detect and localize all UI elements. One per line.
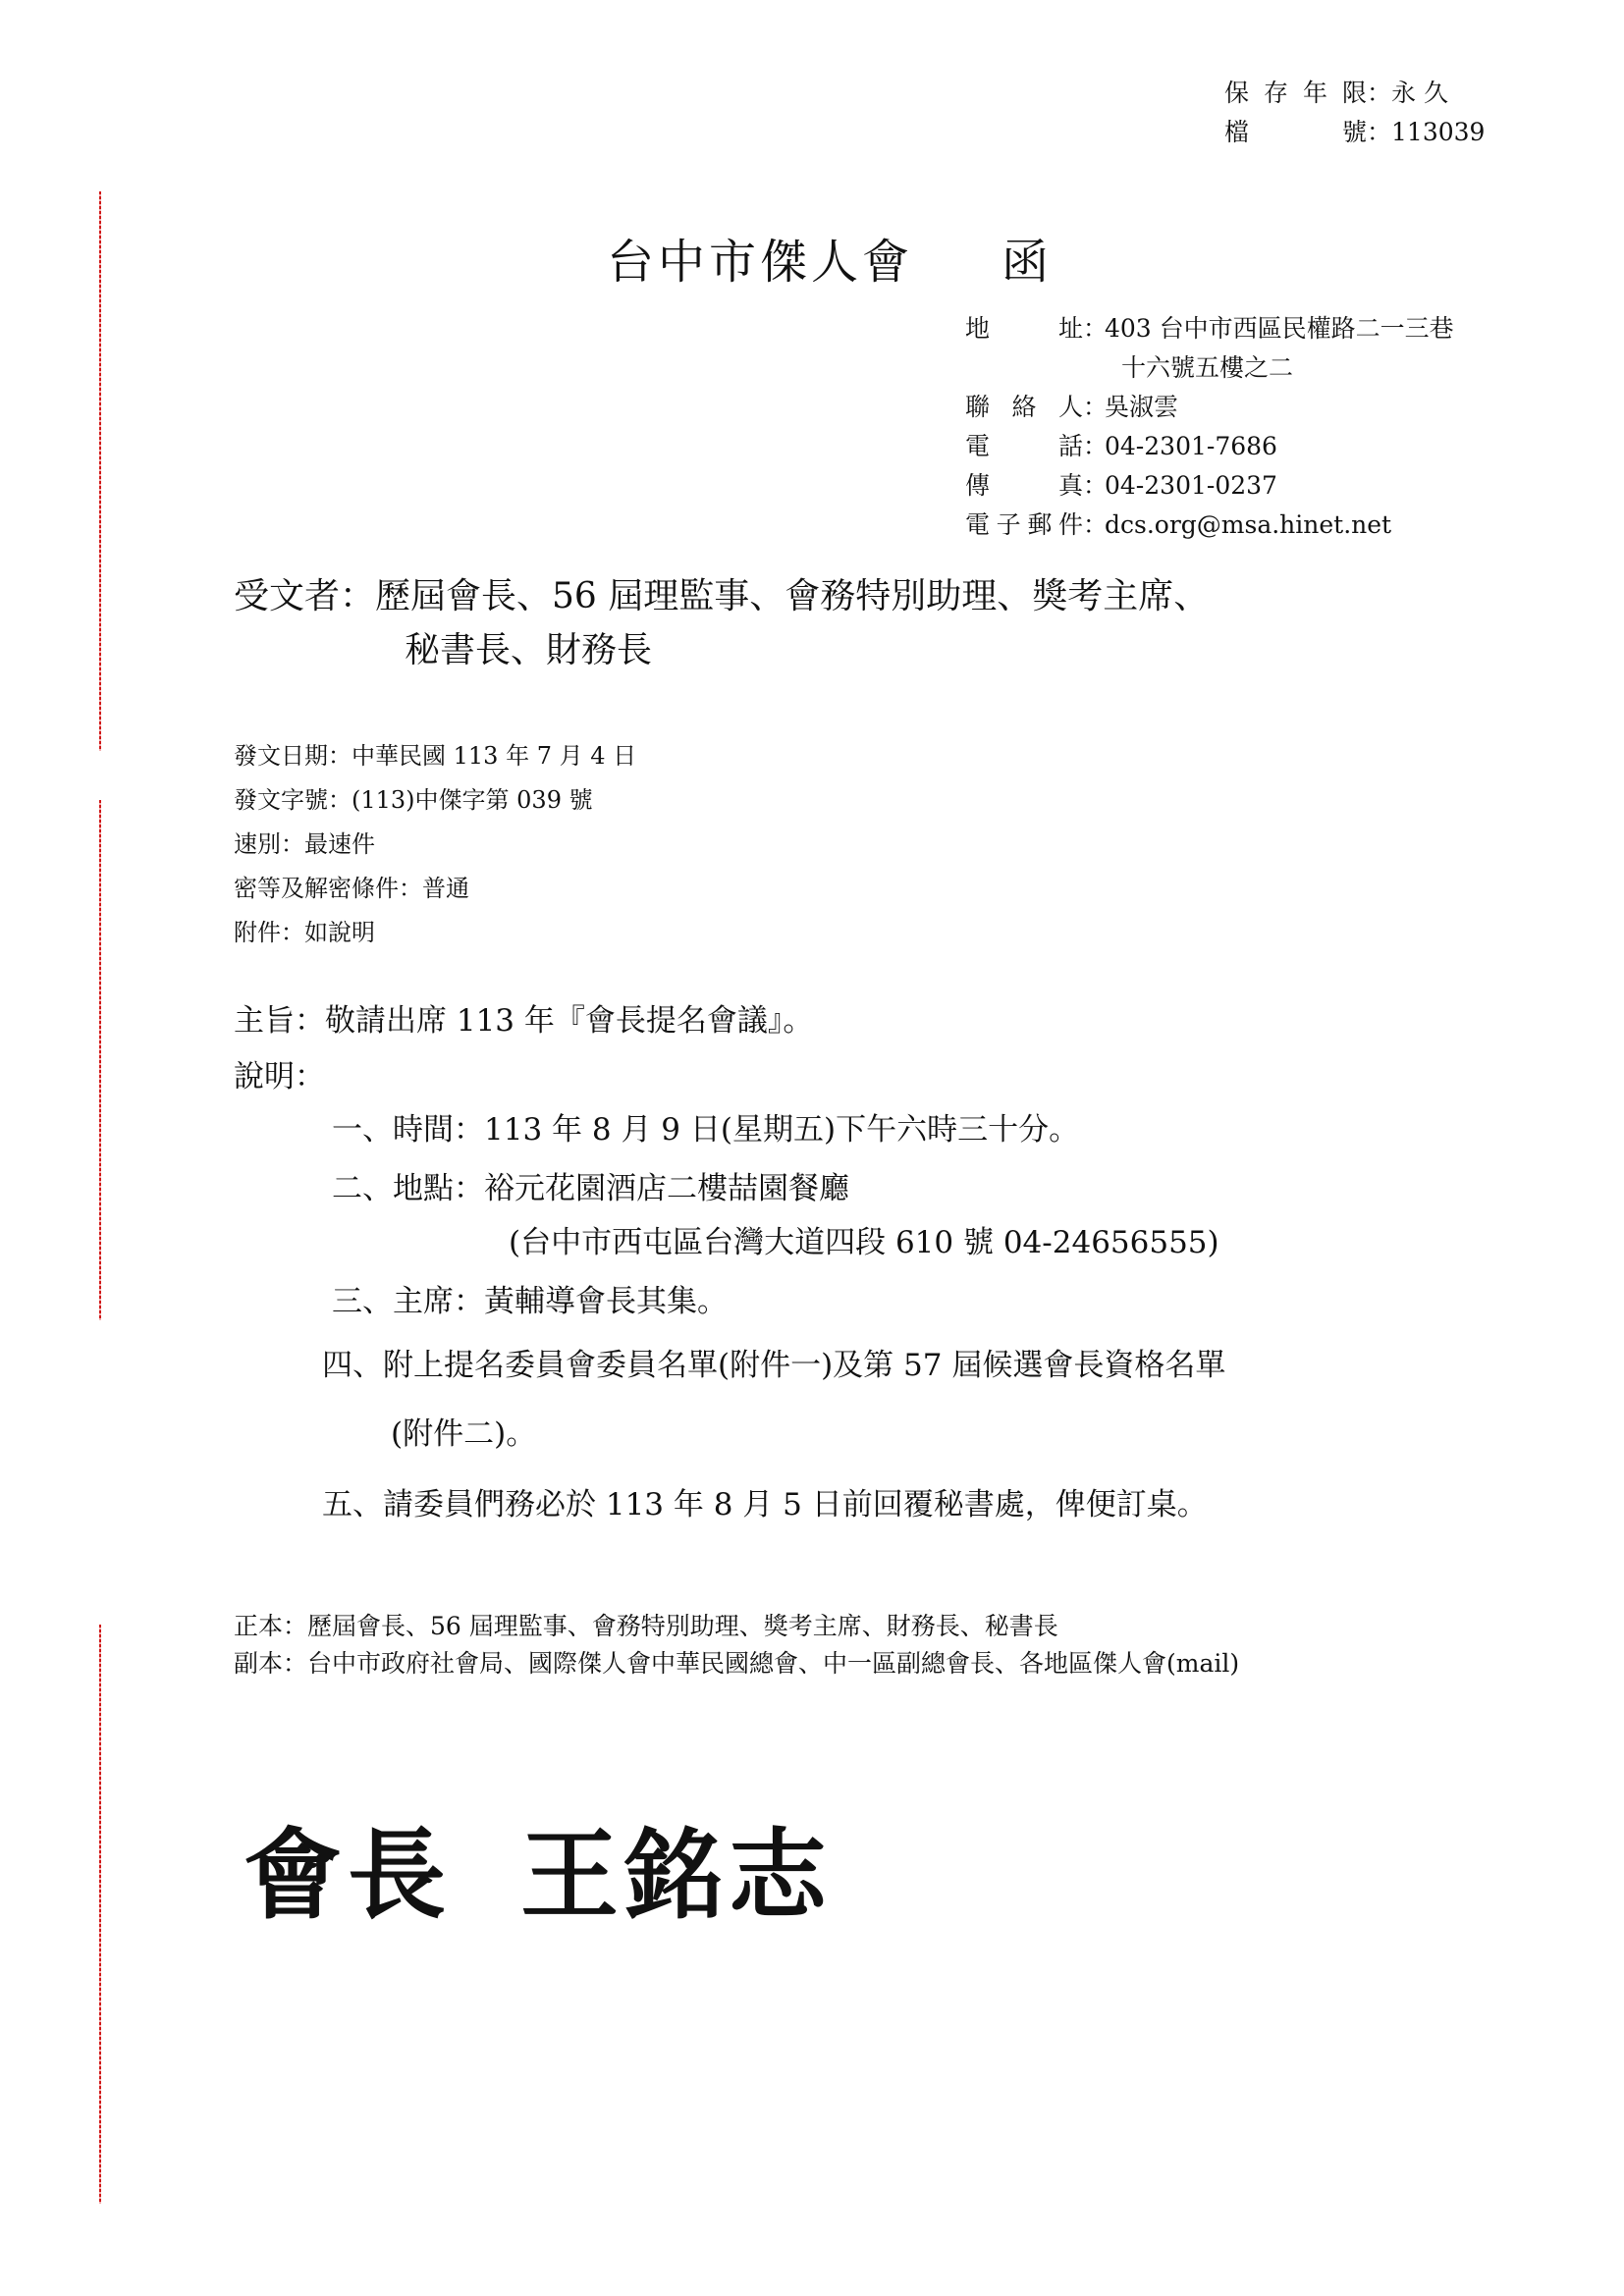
signature-block — [244, 1796, 833, 1938]
item-location: 二、地點：裕元花園酒店二樓喆園餐廳 — [332, 1171, 849, 1206]
address-row: 地 址 ： 403 台中市西區民權路二一三巷 — [965, 309, 1454, 348]
item-attachments-cont: (附件二)。 — [391, 1416, 537, 1452]
issue-date: 發文日期：中華民國 113 年 7 月 4 日 — [234, 742, 637, 770]
phone-value: 04-2301-7686 — [1105, 432, 1277, 460]
item-attachments: 四、附上提名委員會委員名單(附件一)及第 57 屆候選會長資格名單 — [322, 1348, 1226, 1383]
subject-line: 主旨：敬請出席 113 年『會長提名會議』。 — [234, 1003, 814, 1039]
item-time: 一、時間：113 年 8 月 9 日(星期五)下午六時三十分。 — [332, 1112, 1080, 1148]
margin-line-3 — [99, 1222, 101, 1320]
reference-number: 發文字號：(113)中傑字第 039 號 — [234, 786, 593, 814]
retention-period-value: 永 久 — [1391, 79, 1448, 107]
address-label: 地 址 — [965, 314, 1083, 343]
email-value[interactable]: dcs.org@msa.hinet.net — [1105, 510, 1392, 539]
original-recipients: 正本：歷屆會長、56 屆理監事、會務特別助理、獎考主席、財務長、秘書長 — [234, 1612, 1058, 1640]
document-title — [607, 224, 1053, 292]
margin-line-2 — [99, 800, 101, 1222]
retention-period-row: 保存年限 ： 永 久 — [1224, 74, 1485, 113]
file-number-row: 檔 號 ： 113039 — [1224, 113, 1485, 152]
contact-block — [965, 309, 1454, 545]
copies-block — [234, 1608, 1239, 1682]
recipients-block — [234, 569, 1209, 677]
explanation-label: 說明： — [234, 1059, 325, 1095]
phone-label: 電 話 — [965, 432, 1083, 460]
retention-block — [1224, 74, 1485, 152]
contact-person-row: 聯絡人 ： 吳淑雲 — [965, 388, 1454, 427]
address-line-2: 十六號五樓之二 — [1121, 353, 1294, 382]
margin-line-1 — [99, 191, 101, 751]
file-number-label: 檔 號 — [1224, 118, 1367, 146]
delivery-speed: 速別：最速件 — [234, 830, 375, 858]
fax-row: 傳 真 ： 04-2301-0237 — [965, 466, 1454, 506]
margin-line-4 — [99, 1625, 101, 2204]
signature-name: 王銘志 — [520, 1817, 833, 1933]
issuance-meta — [234, 734, 636, 955]
retention-period-label: 保存年限 — [1224, 79, 1367, 107]
file-number-value: 113039 — [1391, 118, 1486, 146]
item-location-detail: (台中市西屯區台灣大道四段 610 號 04-24656555) — [509, 1225, 1219, 1260]
attachment-note: 附件：如說明 — [234, 919, 375, 946]
recipients-line-2: 秘書長、財務長 — [405, 630, 653, 670]
contact-person-value: 吳淑雲 — [1105, 393, 1179, 421]
email-row: 電子郵件 ： dcs.org@msa.hinet.net — [965, 506, 1454, 545]
organization-name: 台中市傑人會 — [607, 235, 914, 290]
item-chair: 三、主席：黃輔導會長其集。 — [332, 1284, 728, 1319]
fax-value: 04-2301-0237 — [1105, 471, 1277, 500]
signature-title: 會長 — [244, 1817, 452, 1933]
fax-label: 傳 真 — [965, 471, 1083, 500]
recipients-list: 歷屆會長、56 屆理監事、會務特別助理、獎考主席、 — [375, 576, 1210, 616]
item-reply-deadline: 五、請委員們務必於 113 年 8 月 5 日前回覆秘書處，俾便訂桌。 — [322, 1487, 1208, 1522]
contact-person-label: 聯絡人 — [965, 393, 1083, 421]
recipients-line-1 — [234, 569, 1209, 623]
secrecy-level: 密等及解密條件：普通 — [234, 875, 469, 902]
document-type: 函 — [1001, 235, 1054, 290]
recipients-label: 受文者： — [234, 576, 376, 616]
phone-row: 電 話 ： 04-2301-7686 — [965, 427, 1454, 466]
cc-recipients: 副本：台中市政府社會局、國際傑人會中華民國總會、中一區副總會長、各地區傑人會(mail) — [234, 1649, 1240, 1678]
address-value: 403 台中市西區民權路二一三巷 — [1105, 314, 1454, 343]
email-label: 電子郵件 — [965, 510, 1083, 539]
subject-block — [234, 993, 813, 1105]
